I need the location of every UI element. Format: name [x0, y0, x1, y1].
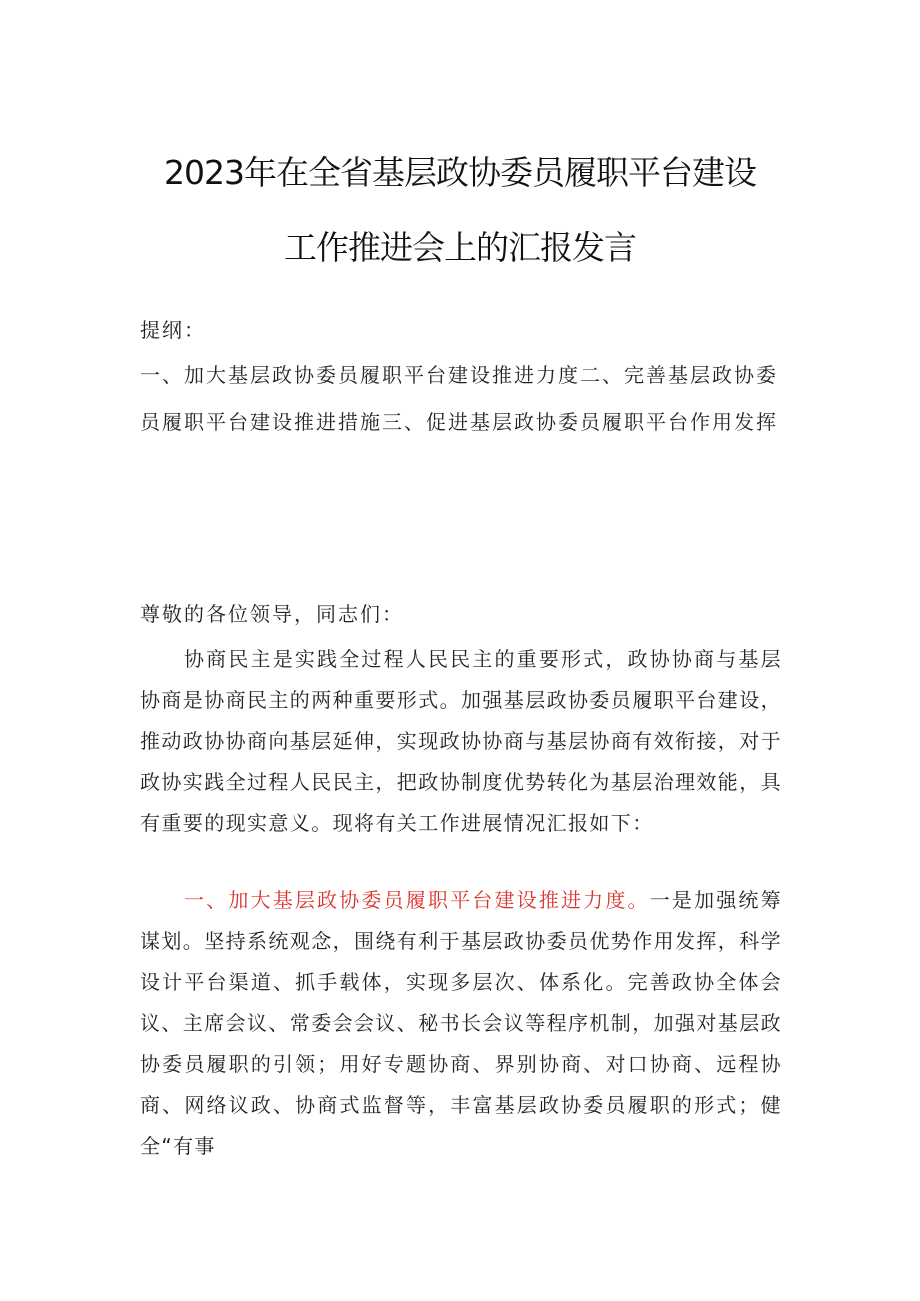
section-1-text: 一是加强统筹谋划。坚持系统观念，围绕有利于基层政协委员优势作用发挥，科学设计平台渠道、抓手载体，实现多层次、体系化。完善政协全体会议、主席会议、常委会会议、秘书长会议等程序机制，加强对基层政协委员履职的引领；用好专题协商、界别协商、对口协商、远程协商、网络议政、协商式监督等，丰富基层政协委员履职的形式；健全“有事 [140, 888, 783, 1158]
paragraph-intro: 协商民主是实践全过程人民民主的重要形式，政协协商与基层协商是协商民主的两种重要形式。加强基层政协委员履职平台建设，推动政协协商向基层延伸，实现政协协商与基层协商有效衔接，对于政协实践全过程人民民主，把政协制度优势转化为基层治理效能，具有重要的现实意义。现将有关工作进展情况汇报如下： [140, 647, 782, 835]
section-1-paragraph [140, 880, 782, 1167]
document-title-line-2: 工作推进会上的汇报发言 [284, 228, 636, 267]
outline-line-1: 一、加大基层政协委员履职平台建设推进力度二、完善基层政协委 [140, 363, 778, 387]
outline-line-2: 员履职平台建设推进措施三、促进基层政协委员履职平台作用发挥 [140, 410, 778, 434]
salutation: 尊敬的各位领导，同志们： [140, 602, 404, 626]
section-1-heading: 一、加大基层政协委员履职平台建设推进力度。 [184, 888, 650, 912]
outline-label: 提纲： [140, 318, 206, 342]
document-title-line-1: 2023年在全省基层政协委员履职平台建设 [164, 153, 756, 192]
